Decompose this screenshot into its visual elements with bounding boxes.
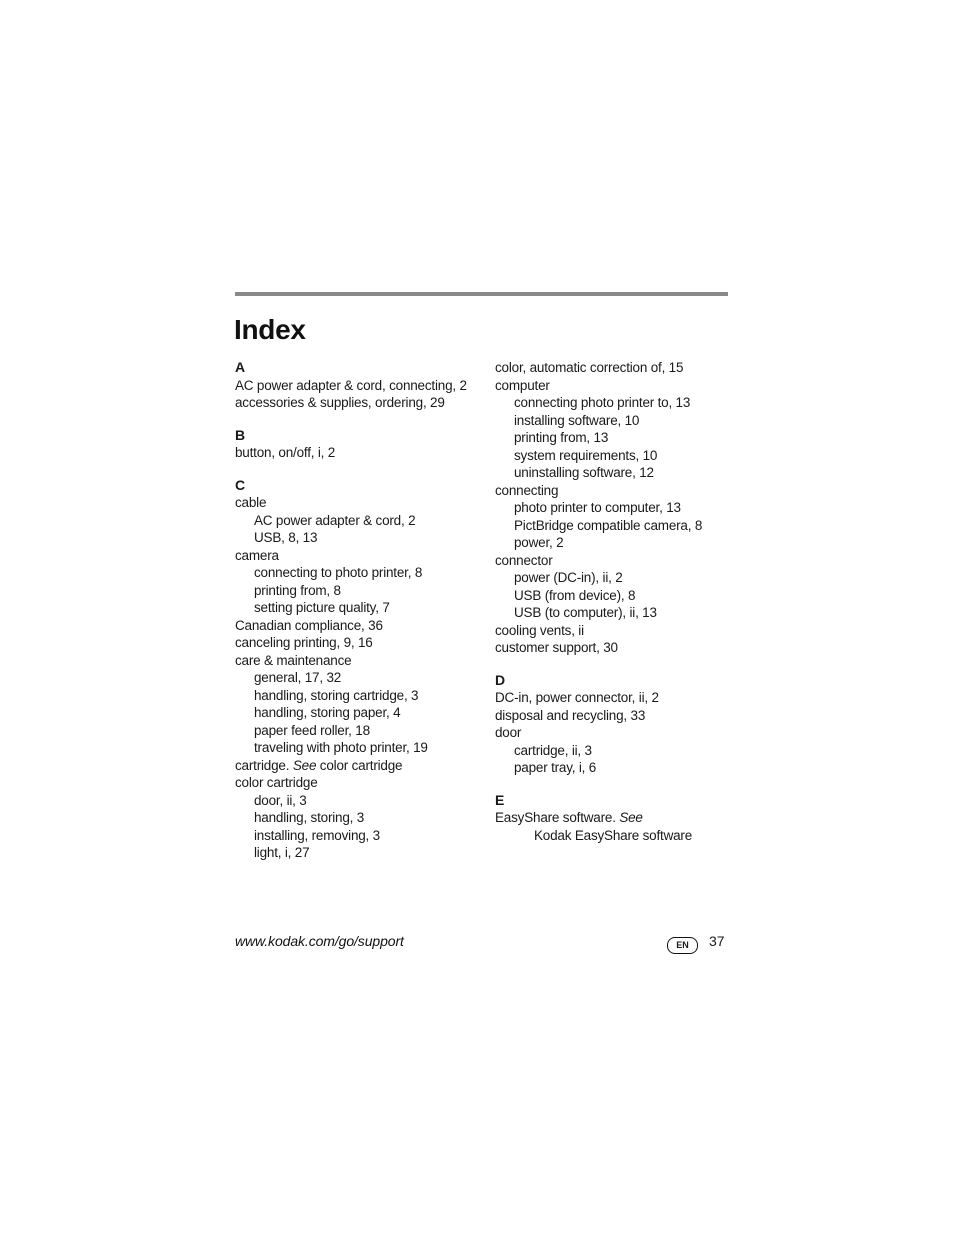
index-subentry [495, 569, 735, 587]
index-subentry [235, 739, 485, 757]
index-entry-text: traveling with photo printer, 19 [254, 740, 428, 755]
index-entry [235, 774, 485, 792]
index-entry [235, 617, 485, 635]
index-entry [495, 707, 735, 725]
index-entry-text: power, 2 [514, 535, 564, 550]
support-url-link[interactable]: www.kodak.com/go/support [235, 933, 404, 949]
index-subentry [235, 722, 485, 740]
index-entry-text: connecting photo printer to, 13 [514, 395, 691, 410]
see-reference: See [619, 810, 643, 825]
index-entry [495, 639, 735, 657]
index-entry-text: handling, storing paper, 4 [254, 705, 401, 720]
index-letter-heading: C [235, 476, 245, 493]
index-subentry [495, 534, 735, 552]
index-entry-text: general, 17, 32 [254, 670, 342, 685]
index-subentry [495, 759, 735, 777]
index-subentry [235, 582, 485, 600]
index-subentry [495, 394, 735, 412]
index-entry [235, 377, 485, 395]
index-subentry [235, 792, 485, 810]
index-letter-heading: B [235, 426, 245, 443]
index-subentry [495, 499, 735, 517]
title-rule [235, 292, 728, 296]
index-entry-text: cable [235, 495, 267, 510]
page-title: Index [234, 314, 306, 345]
index-entry-text: Canadian compliance, 36 [235, 617, 383, 633]
index-entry-text: customer support, 30 [495, 640, 618, 655]
index-letter-heading: A [235, 359, 245, 375]
see-target: color cartridge [316, 757, 403, 773]
index-subentry [495, 604, 735, 622]
language-badge: EN [667, 937, 698, 954]
index-entry-text: PictBridge compatible camera, 8 [514, 517, 703, 533]
index-entry [495, 482, 735, 500]
index-entry-text: computer [495, 377, 550, 393]
index-subentry [495, 447, 735, 465]
index-entry-text: handling, storing, 3 [254, 810, 365, 825]
index-subentry [235, 512, 485, 530]
index-section [235, 477, 485, 862]
index-entry-text: connector [495, 552, 553, 568]
index-subentry [235, 529, 485, 547]
index-entry-text: handling, storing cartridge, 3 [254, 687, 419, 703]
index-entry-text: color cartridge [235, 775, 318, 790]
index-entry-text: photo printer to computer, 13 [514, 500, 681, 515]
index-entry-text: cartridge, ii, 3 [514, 742, 592, 758]
index-subentry [235, 809, 485, 827]
index-entry [235, 634, 485, 652]
index-entry-text: camera [235, 547, 279, 563]
index-section [495, 359, 735, 657]
index-entry [495, 359, 735, 377]
see-reference: See [292, 757, 317, 773]
index-section [235, 427, 485, 462]
index-entry-text: AC power adapter & cord, connecting, 2 [235, 377, 467, 393]
index-letter-heading: E [495, 791, 505, 808]
index-entry [235, 757, 485, 775]
index-entry-text: connecting to photo printer, 8 [254, 565, 423, 580]
index-entry-text: color, automatic correction of, 15 [495, 360, 684, 375]
index-entry-text: USB (to computer), ii, 13 [514, 605, 657, 620]
index-section [495, 792, 735, 845]
index-entry [235, 394, 485, 412]
index-entry-text: DC-in, power connector, ii, 2 [495, 690, 659, 705]
index-subentry [235, 827, 485, 845]
index-entry [495, 724, 735, 742]
index-entry-text: printing from, 13 [514, 430, 609, 445]
index-entry-text: USB, 8, 13 [254, 530, 318, 545]
index-subentry [495, 464, 735, 482]
index-subentry [235, 704, 485, 722]
index-entry [235, 547, 485, 565]
index-entry-text: EasyShare software. [495, 810, 620, 825]
index-entry-text: door [495, 725, 522, 740]
index-entry-text: USB (from device), 8 [514, 587, 636, 603]
index-entry-text: light, i, 27 [254, 845, 310, 860]
index-entry-text: cooling vents, ii [495, 622, 584, 638]
index-entry [235, 494, 485, 512]
index-section [495, 672, 735, 777]
index-entry-text: setting picture quality, 7 [254, 600, 390, 615]
index-entry-text: Kodak EasyShare software [534, 827, 693, 843]
index-subentry [495, 517, 735, 535]
index-letter-heading: D [495, 671, 505, 688]
index-entry-text: installing software, 10 [514, 412, 640, 428]
index-entry-text: disposal and recycling, 33 [495, 707, 646, 723]
index-subentry [235, 564, 485, 582]
page-number: 37 [709, 933, 725, 949]
index-entry [495, 689, 735, 707]
index-entry [235, 652, 485, 670]
index-entry-text: system requirements, 10 [514, 447, 658, 463]
index-column-left [235, 359, 485, 862]
index-entry-text: paper tray, i, 6 [514, 760, 597, 775]
index-entry-text: cartridge. [235, 757, 293, 773]
index-entry-text: uninstalling software, 12 [514, 465, 654, 480]
index-subentry [495, 742, 735, 760]
index-entry [495, 622, 735, 640]
index-entry-text: printing from, 8 [254, 582, 341, 598]
index-subentry [495, 587, 735, 605]
index-subentry [495, 429, 735, 447]
index-subentry [235, 687, 485, 705]
index-entry [495, 552, 735, 570]
index-entry [495, 377, 735, 395]
index-entry [495, 809, 735, 827]
index-subentry [235, 844, 485, 862]
index-entry-text: connecting [495, 482, 559, 498]
index-entry-text: installing, removing, 3 [254, 827, 380, 843]
index-subentry [235, 669, 485, 687]
index-column-right [495, 359, 735, 844]
index-section [235, 359, 485, 412]
index-entry-text: care & maintenance [235, 652, 352, 668]
index-subentry [495, 827, 735, 845]
index-subentry [495, 412, 735, 430]
index-entry-text: power (DC-in), ii, 2 [514, 570, 623, 585]
index-entry-text: button, on/off, i, 2 [235, 445, 336, 460]
index-entry-text: door, ii, 3 [254, 792, 307, 808]
index-entry [235, 444, 485, 462]
index-entry-text: AC power adapter & cord, 2 [254, 512, 416, 528]
index-entry-text: accessories & supplies, ordering, 29 [235, 395, 445, 410]
index-entry-text: canceling printing, 9, 16 [235, 635, 373, 650]
index-subentry [235, 599, 485, 617]
index-entry-text: paper feed roller, 18 [254, 722, 370, 738]
